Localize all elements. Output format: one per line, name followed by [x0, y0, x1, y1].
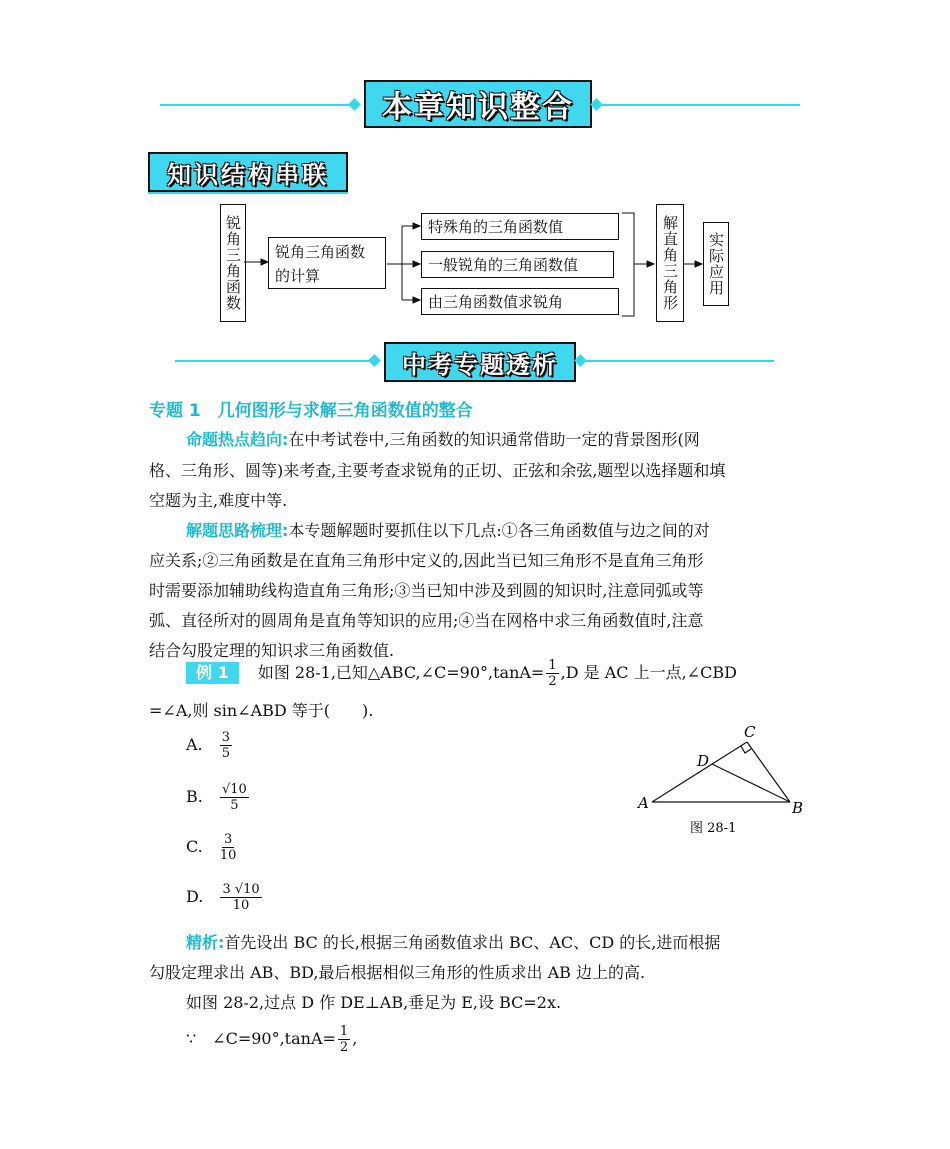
- point-d: D: [697, 752, 710, 770]
- ideas-para-line4: 弧、直径所对的圆周角是直角等知识的应用;④当在网格中求三角函数值时,注意: [149, 611, 704, 630]
- box-trig-calculation: [268, 237, 386, 289]
- hot-para-line1: [186, 425, 700, 455]
- segment-bd: [712, 764, 790, 802]
- ideas-text: 本专题解题时要抓住以下几点:①各三角函数值与边之间的对: [288, 521, 710, 540]
- option-c[interactable]: [186, 832, 238, 863]
- right-angle-mark: [741, 746, 751, 753]
- box-solve-right-triangle: 解直角三角形: [656, 204, 684, 322]
- analysis-line2: 勾股定理求出 AB、BD,最后根据相似三角形的性质求出 AB 边上的高.: [149, 963, 646, 982]
- figure-caption: 图 28-1: [690, 821, 737, 836]
- num: 3: [223, 832, 233, 847]
- topic-title: 专题 1 几何图形与求解三角函数值的整合: [149, 401, 473, 421]
- hot-para-line2: 格、三角形、圆等)来考查,主要考查求锐角的正切、正弦和余弦,题型以选择题和填: [149, 461, 726, 480]
- analysis-line3: 如图 28-2,过点 D 作 DE⊥AB,垂足为 E,设 BC=2x.: [186, 993, 562, 1012]
- point-c: C: [744, 723, 756, 741]
- option-fraction: [220, 730, 232, 761]
- box-practical-application: 实际应用: [703, 222, 729, 306]
- side-ac: [652, 742, 747, 802]
- ideas-para-line1: [186, 516, 710, 546]
- num: √10: [221, 782, 247, 797]
- ideas-label: 解题思路梳理:: [186, 521, 289, 540]
- num: 3: [221, 730, 231, 745]
- ideas-para-line2: 应关系;②三角函数是在直角三角形中定义的,因此当已知三角形不是直角三角形: [149, 551, 704, 570]
- tan-den: 2: [548, 674, 557, 689]
- exam-analysis-banner: 中考专题透析: [384, 342, 576, 382]
- analysis-line1: [186, 928, 720, 958]
- example-line1: [186, 656, 737, 690]
- analysis-text: 首先设出 BC 的长,根据三角函数值求出 BC、AC、CD 的长,进而根据: [224, 933, 721, 952]
- option-b[interactable]: [186, 782, 251, 813]
- example-text-b: ,D 是 AC 上一点,∠CBD: [560, 663, 737, 682]
- section-tag: 知识结构串联: [148, 152, 348, 192]
- den: 10: [232, 898, 250, 913]
- num: 3 √10: [222, 882, 260, 897]
- box-special-angles: 特殊角的三角函数值: [421, 213, 619, 240]
- box2-line1: 锐角三角函数: [275, 243, 366, 261]
- option-fraction: [220, 782, 249, 813]
- since-text: ∵ ∠C=90°,tanA=: [186, 1029, 336, 1048]
- option-label: A.: [186, 735, 203, 754]
- option-fraction: [220, 882, 261, 913]
- side-bc: [747, 742, 790, 802]
- box2-line2: 的计算: [275, 267, 321, 285]
- ideas-para-line5: 结合勾股定理的知识求三角函数值.: [149, 641, 395, 660]
- tan-fraction: [546, 658, 558, 689]
- example-tag: 例 1: [186, 662, 239, 684]
- option-a[interactable]: [186, 730, 234, 761]
- chapter-banner: 本章知识整合: [364, 80, 592, 128]
- option-label: B.: [186, 787, 203, 806]
- box-inverse-trig: 由三角函数值求锐角: [421, 288, 619, 315]
- option-d[interactable]: [186, 882, 264, 913]
- point-a: A: [638, 794, 649, 812]
- option-label: D.: [186, 887, 204, 906]
- figure-triangle: [630, 722, 810, 842]
- den: 10: [219, 848, 237, 863]
- tan-fraction-2: [338, 1024, 350, 1055]
- point-b: B: [792, 799, 804, 817]
- box-acute-trig: 锐角三角函数: [220, 204, 246, 322]
- num: 1: [339, 1024, 349, 1039]
- box-general-angles: 一般锐角的三角函数值: [421, 251, 614, 278]
- analysis-label: 精析:: [186, 933, 225, 952]
- hot-label: 命题热点趋向:: [186, 430, 289, 449]
- option-label: C.: [186, 837, 203, 856]
- den: 5: [230, 798, 239, 813]
- ideas-para-line3: 时需要添加辅助线构造直角三角形;③当已知中涉及到圆的知识时,注意同弧或等: [149, 581, 704, 600]
- example-text-a: 如图 28-1,已知△ABC,∠C=90°,tanA=: [257, 663, 545, 682]
- banner-line-left: [175, 360, 375, 362]
- banner-line-right: [584, 360, 774, 362]
- example-line2: =∠A,则 sin∠ABD 等于( ).: [149, 701, 374, 720]
- hot-para-line3: 空题为主,难度中等.: [149, 491, 288, 510]
- tan-num: 1: [548, 658, 557, 673]
- den: 5: [221, 746, 231, 761]
- option-fraction: [220, 832, 237, 863]
- hot-text: 在中考试卷中,三角函数的知识通常借助一定的背景图形(网: [288, 430, 700, 449]
- den: 2: [339, 1040, 349, 1055]
- banner-diamond: [368, 354, 381, 367]
- comma: ,: [352, 1029, 358, 1048]
- analysis-line4: [186, 1022, 357, 1056]
